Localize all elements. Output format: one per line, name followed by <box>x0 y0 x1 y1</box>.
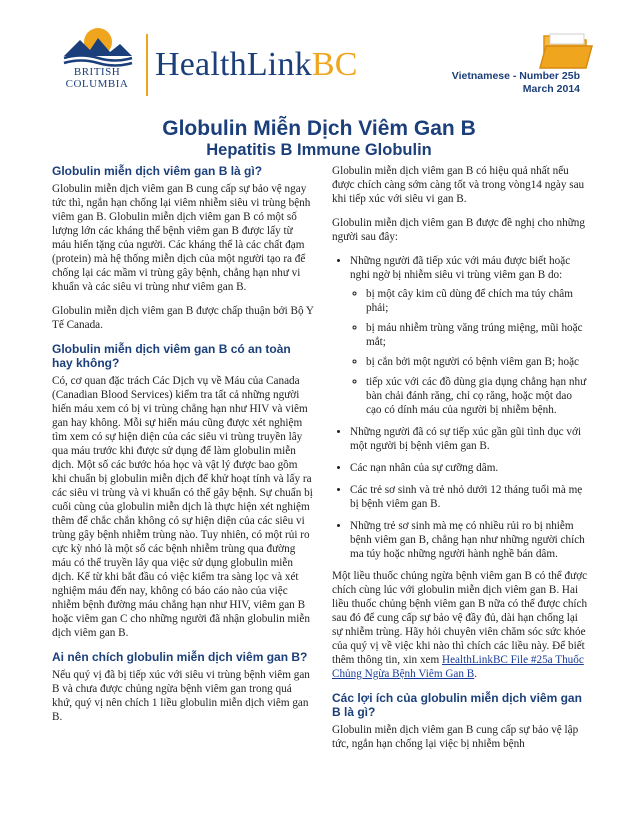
paragraph-end: . <box>474 668 478 680</box>
doc-date-line: March 2014 <box>522 83 580 95</box>
left-column <box>52 164 314 734</box>
list-item: • Những người đã có sự tiếp xúc gần gũi tình dục với một người bị bệnh viêm gan B. <box>350 425 590 453</box>
paragraph: Có, cơ quan đặc trách Các Dịch vụ về Máu của Canada (Canadian Blood Services) kiểm tra tất cả những người hiến máu xem có bị vi trùng chẳng hạn như HIV và viêm gan hay không. Mỗi sự hiến máu cũng được xét nghiệm tìm xem có sự hiện diện của các siêu vi trùng truyền lây qua máu trước khi được sử dụng để làm globulin miễn dịch. Một số các bước hóa học và vật lý được bao gồm khi chuẩn bị globulin miễn dịch để khử hoạt tính và lấy ra các siêu vi trùng và vi khuẩn có thể gây bệnh. Sự chuẩn bị cuối cùng của globulin miễn dịch là thực hiện xét nghiệm thêm để chắc chắn không có sự hiện diện của các siêu vi trùng gây bệnh nhiễm trùng nào. Tuy nhiên, có một rủi ro cực kỳ nhỏ là một số các bệnh nhiễm trùng qua đường máu có thể truyền lây qua việc sử dụng globulin miễn dịch. Kể từ khi bắt đầu có việc kiểm tra sàng lọc và xét nghiệm máu đến nay, không có báo cáo nào của việc nhiễm bệnh đường máu chẳng hạn như HIV, viêm gan B hoặc viêm gan C cho những người đã nhận globulin miễn dịch viêm gan B. <box>52 375 313 639</box>
paragraph: Globulin miễn dịch viêm gan B được chấp thuận bởi Bộ Y Tế Canada. <box>52 305 314 331</box>
paragraph: Globulin miễn dịch viêm gan B cung cấp sự bảo vệ ngay tức thì, ngắn hạn chống lại viêm nhiễm siêu vi trùng bệnh viêm gan B. Globulin miễn dịch viêm gan B có một số lượng lớn các kháng thể bệnh viêm gan B được lấy từ máu hiến tặng của người. Các kháng thể là các chất đạm (protein) mà hệ thống miễn dịch của một người tạo ra để chống lại các mầm vi trùng gây bệnh, chẳng hạn như vi khuẩn và các siêu vi trùng như viêm gan B. <box>52 183 311 293</box>
bc-wordmark <box>60 66 134 90</box>
right-column <box>332 164 590 761</box>
section-heading-what-is: Globulin miễn dịch viêm gan B là gì? <box>52 164 263 178</box>
sub-list-item: ◦ bị máu nhiễm trùng văng trúng miệng, mũi hoặc mắt; <box>366 321 590 349</box>
paragraph <box>332 569 590 681</box>
list-item-text: Những người đã tiếp xúc với máu được biết hoặc nghi ngờ bị nhiễm siêu vi trùng viêm gan B do: <box>350 255 571 281</box>
paragraph: Globulin miễn dịch viêm gan B có hiệu quả nhất nếu được chích càng sớm càng tốt và trong vòng14 ngày sau khi tiếp xúc với siêu vi gan B. <box>332 165 585 205</box>
folder-icon <box>536 30 596 72</box>
section-heading-is-safe: Globulin miễn dịch viêm gan B có an toàn hay không? <box>52 342 291 370</box>
page-subtitle: Hepatitis B Immune Globulin <box>206 141 432 159</box>
recommended-list <box>332 254 590 561</box>
paragraph: Globulin miễn dịch viêm gan B được đề nghị cho những người sau đây: <box>332 217 585 243</box>
healthlinkbc-wordmark <box>155 46 358 84</box>
sub-list <box>350 287 590 417</box>
brand-main: HealthLink <box>155 46 312 83</box>
logo-line-1: BRITISH <box>73 66 121 78</box>
paragraph: Nếu quý vị đã bị tiếp xúc với siêu vi trùng bệnh viêm gan B và chưa được chủng ngừa bệnh viêm gan trong quá khứ, quý vị nên chích 1 liều globulin miễn dịch viêm gan B. <box>52 669 310 723</box>
list-item <box>350 254 590 417</box>
sub-list-item: ◦ bị một cây kim cũ dùng để chích ma túy châm phải; <box>366 287 590 315</box>
healthlinkbc-file-25a-link[interactable]: HealthLinkBC File #25a Thuốc Chủng Ngừa Bệnh Viêm Gan B <box>332 654 584 680</box>
paragraph: Globulin miễn dịch viêm gan B cung cấp sự bảo vệ lập tức, ngắn hạn chống lại việc bị nhiễm bệnh <box>332 724 579 750</box>
sub-list-item: ◦ tiếp xúc với các đồ dùng gia dụng chẳng hạn như bàn chải đánh răng, chỉ cọ răng, hoặc một dao cạo có dính máu của người bị nhiễm bệnh. <box>366 375 590 417</box>
paragraph-text: Một liều thuốc chủng ngừa bệnh viêm gan B có thể được chích cùng lúc với globulin miễn dịch viêm gan B. Hai liều thuốc chủng bệnh viêm gan B nữa có thể được chích sau đó để cung cấp sự bảo vệ đầy đủ, dài hạn chống lại sự nhiễm trùng. Hãy hỏi chuyên viên chăm sóc sức khỏe của quý vị về việc khi nào thì chích các liều này. Để biết thêm thông tin, xin xem <box>332 570 588 666</box>
list-item: • Các trẻ sơ sinh và trẻ nhỏ dưới 12 tháng tuổi mà mẹ bị bệnh viêm gan B. <box>350 483 590 511</box>
list-item: • Các nạn nhân của sự cưỡng dâm. <box>350 461 590 475</box>
logo-line-2: COLUMBIA <box>65 78 129 90</box>
section-heading-benefits: Các lợi ích của globulin miễn dịch viêm gan B là gì? <box>332 691 582 719</box>
header-divider <box>146 34 148 96</box>
page-title: Globulin Miễn Dịch Viêm Gan B <box>162 117 476 140</box>
brand-suffix: BC <box>311 46 358 83</box>
page-header <box>0 0 638 120</box>
doc-number-line: Vietnamese - Number 25b <box>451 70 580 82</box>
list-item: • Những trẻ sơ sinh mà mẹ có nhiều rủi ro bị nhiễm bệnh viêm gan B, chẳng hạn như những người chích ma túy hoặc những người hành nghề bán dâm. <box>350 519 590 561</box>
section-heading-who-should: Ai nên chích globulin miễn dịch viêm gan B? <box>52 650 308 664</box>
document-number <box>452 70 580 96</box>
sub-list-item: ◦ bị cắn bởi một người có bệnh viêm gan B; hoặc <box>366 355 590 369</box>
